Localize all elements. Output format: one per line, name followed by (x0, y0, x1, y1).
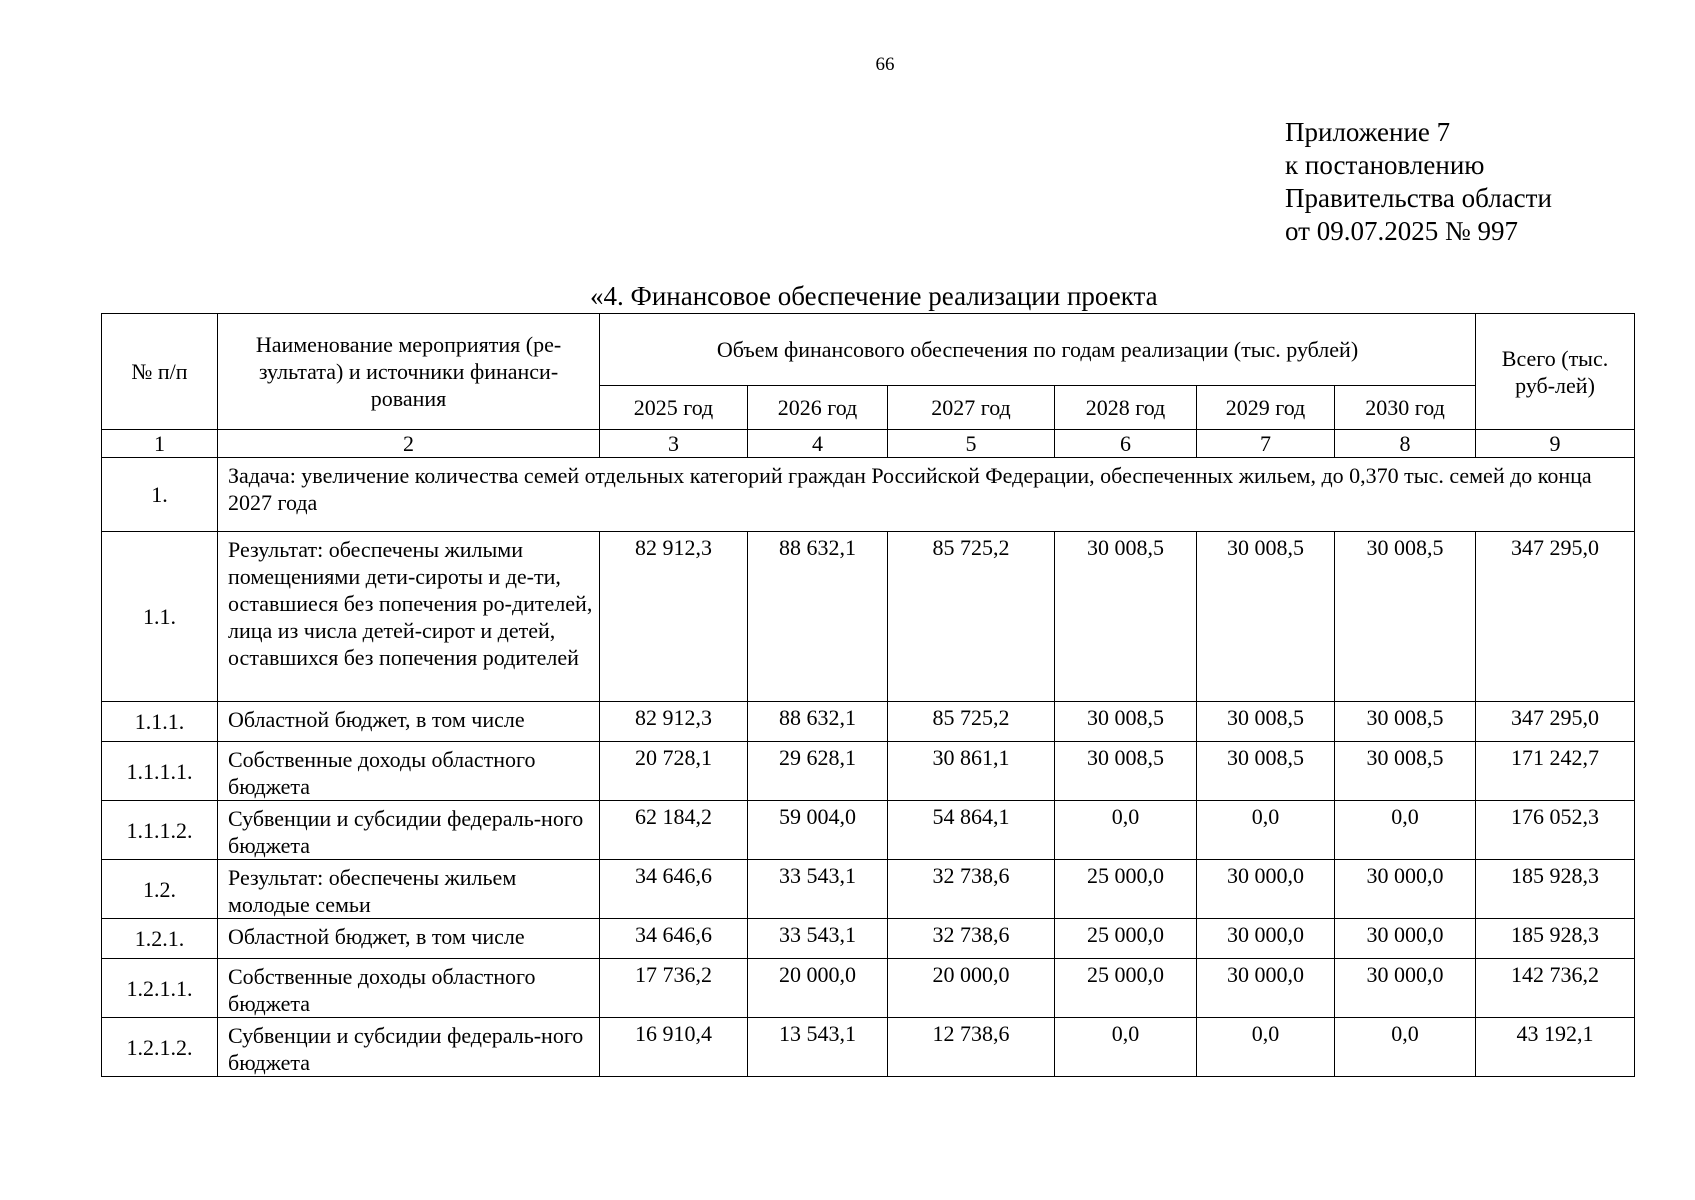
header-year-2028: 2028 год (1055, 386, 1197, 430)
value-2026: 13 543,1 (748, 1018, 888, 1077)
value-2030: 30 008,5 (1335, 702, 1476, 742)
value-2029: 30 000,0 (1197, 919, 1335, 959)
value-2027: 32 738,6 (888, 919, 1055, 959)
value-2027: 20 000,0 (888, 959, 1055, 1018)
value-2028: 25 000,0 (1055, 959, 1197, 1018)
value-total: 43 192,1 (1476, 1018, 1635, 1077)
value-2028: 25 000,0 (1055, 860, 1197, 919)
value-2027: 54 864,1 (888, 801, 1055, 860)
value-2026: 33 543,1 (748, 919, 888, 959)
row-number: 1.2.1. (102, 919, 218, 959)
value-2025: 62 184,2 (600, 801, 748, 860)
table-row (102, 532, 1635, 702)
row-number: 1.2. (102, 860, 218, 919)
appendix-line-3: Правительства области (1285, 183, 1552, 213)
value-2028: 30 008,5 (1055, 702, 1197, 742)
value-total: 176 052,3 (1476, 801, 1635, 860)
value-2026: 88 632,1 (748, 702, 888, 742)
row-number: 1.1.1.1. (102, 742, 218, 801)
row-number: 1.2.1.1. (102, 959, 218, 1018)
header-year-2025: 2025 год (600, 386, 748, 430)
row-name: Собственные доходы областного бюджета (218, 742, 600, 801)
value-2027: 12 738,6 (888, 1018, 1055, 1077)
row-number: 1.1.1. (102, 702, 218, 742)
value-total: 347 295,0 (1476, 702, 1635, 742)
value-2030: 30 008,5 (1335, 532, 1476, 702)
row-name: Субвенции и субсидии федераль-ного бюджета (218, 801, 600, 860)
row-name: Собственные доходы областного бюджета (218, 959, 600, 1018)
value-2029: 0,0 (1197, 801, 1335, 860)
table-row (102, 742, 1635, 801)
value-2026: 88 632,1 (748, 532, 888, 702)
table-row (102, 919, 1635, 959)
table-row (102, 1018, 1635, 1077)
col-number-4: 4 (748, 430, 888, 458)
col-number-2: 2 (218, 430, 600, 458)
value-2026: 33 543,1 (748, 860, 888, 919)
row-name: Субвенции и субсидии федераль-ного бюджета (218, 1018, 600, 1077)
col-number-1: 1 (102, 430, 218, 458)
value-total: 185 928,3 (1476, 919, 1635, 959)
header-year-2030: 2030 год (1335, 386, 1476, 430)
value-2030: 30 000,0 (1335, 919, 1476, 959)
table-row (102, 959, 1635, 1018)
row-number: 1.1. (102, 532, 218, 702)
row-number: 1.1.1.2. (102, 801, 218, 860)
row-name: Областной бюджет, в том числе (218, 702, 600, 742)
row-name: Результат: обеспечены жилыми помещениями дети-сироты и де-ти, оставшиеся без попечения ро-дителей, лица из числа детей-сирот и детей, оставшихся без попечения родителей (218, 532, 600, 702)
value-total: 347 295,0 (1476, 532, 1635, 702)
value-2028: 0,0 (1055, 801, 1197, 860)
row-number: 1.2.1.2. (102, 1018, 218, 1077)
value-2027: 32 738,6 (888, 860, 1055, 919)
page-number: 66 (875, 54, 895, 75)
value-2030: 0,0 (1335, 1018, 1476, 1077)
value-2029: 30 000,0 (1197, 959, 1335, 1018)
header-year-2026: 2026 год (748, 386, 888, 430)
col-number-5: 5 (888, 430, 1055, 458)
value-2029: 30 008,5 (1197, 702, 1335, 742)
value-2029: 30 000,0 (1197, 860, 1335, 919)
col-number-3: 3 (600, 430, 748, 458)
header-num: № п/п (102, 314, 218, 430)
value-2030: 30 008,5 (1335, 742, 1476, 801)
value-2025: 20 728,1 (600, 742, 748, 801)
task-row (102, 458, 1635, 532)
task-text: Задача: увеличение количества семей отдельных категорий граждан Российской Федерации, обеспеченных жильем, до 0,370 тыс. семей до конца 2027 года (218, 458, 1635, 532)
col-number-8: 8 (1335, 430, 1476, 458)
value-2025: 82 912,3 (600, 532, 748, 702)
value-2025: 34 646,6 (600, 919, 748, 959)
table-row (102, 702, 1635, 742)
col-number-7: 7 (1197, 430, 1335, 458)
value-total: 142 736,2 (1476, 959, 1635, 1018)
value-total: 171 242,7 (1476, 742, 1635, 801)
value-2028: 0,0 (1055, 1018, 1197, 1077)
value-2026: 59 004,0 (748, 801, 888, 860)
value-total: 185 928,3 (1476, 860, 1635, 919)
header-year-2027: 2027 год (888, 386, 1055, 430)
section-title: «4. Финансовое обеспечение реализации проекта (590, 281, 1158, 311)
value-2027: 85 725,2 (888, 702, 1055, 742)
table-row (102, 860, 1635, 919)
value-2026: 29 628,1 (748, 742, 888, 801)
row-name: Областной бюджет, в том числе (218, 919, 600, 959)
table-row (102, 801, 1635, 860)
header-name: Наименование мероприятия (ре-зультата) и источники финанси-рования (218, 314, 600, 430)
value-2030: 30 000,0 (1335, 959, 1476, 1018)
header-volume: Объем финансового обеспечения по годам реализации (тыс. рублей) (600, 314, 1476, 386)
appendix-line-2: к постановлению (1285, 150, 1485, 180)
row-name: Результат: обеспечены жильем молодые семьи (218, 860, 600, 919)
value-2029: 30 008,5 (1197, 532, 1335, 702)
value-2029: 30 008,5 (1197, 742, 1335, 801)
value-2028: 30 008,5 (1055, 532, 1197, 702)
header-total: Всего (тыс. руб-лей) (1476, 314, 1635, 430)
value-2025: 34 646,6 (600, 860, 748, 919)
value-2028: 30 008,5 (1055, 742, 1197, 801)
value-2029: 0,0 (1197, 1018, 1335, 1077)
task-num: 1. (102, 458, 218, 532)
column-numbers-row (102, 430, 1635, 458)
value-2030: 30 000,0 (1335, 860, 1476, 919)
value-2025: 17 736,2 (600, 959, 748, 1018)
value-2027: 30 861,1 (888, 742, 1055, 801)
value-2027: 85 725,2 (888, 532, 1055, 702)
financing-table (101, 313, 1635, 1077)
value-2025: 16 910,4 (600, 1018, 748, 1077)
value-2025: 82 912,3 (600, 702, 748, 742)
col-number-9: 9 (1476, 430, 1635, 458)
value-2028: 25 000,0 (1055, 919, 1197, 959)
header-year-2029: 2029 год (1197, 386, 1335, 430)
col-number-6: 6 (1055, 430, 1197, 458)
appendix-block (1285, 116, 1552, 248)
appendix-line-1: Приложение 7 (1285, 117, 1451, 147)
appendix-line-4: от 09.07.2025 № 997 (1285, 216, 1518, 246)
value-2026: 20 000,0 (748, 959, 888, 1018)
header-row-top (102, 314, 1635, 386)
value-2030: 0,0 (1335, 801, 1476, 860)
